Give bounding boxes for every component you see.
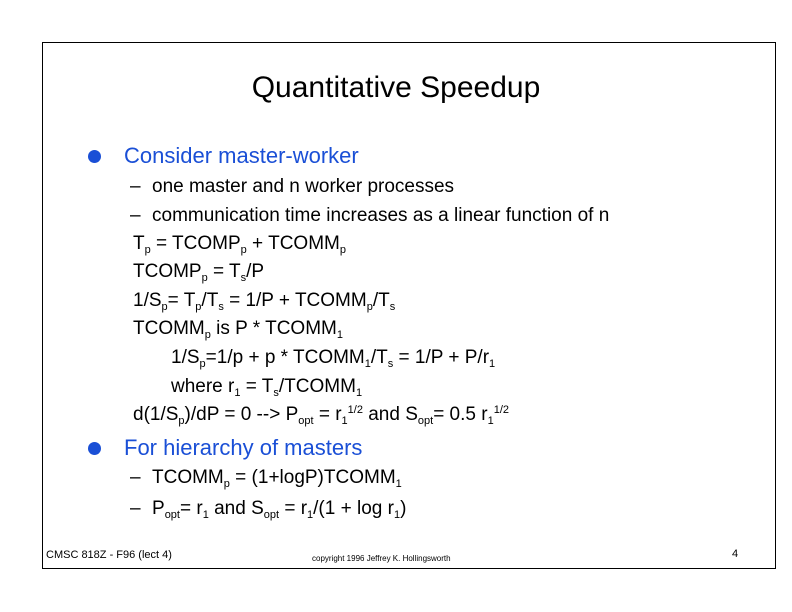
bullet-dot [88, 150, 101, 163]
equation-speedup: $1/S_p= T_p/T_s = 1/P$ + $TCOMM_p/T_s$ [133, 290, 396, 313]
page-number: 4 [732, 548, 739, 560]
hierarchy-dash-1: – $TCOMM_p$ = $(1+\log P)TCOMM_1$ [130, 467, 402, 490]
equation-indent-2: where $r_1$ = $T_s/TCOMM_1$ [171, 376, 363, 399]
hierarchy-dash-2: – $P_{opt}= r_1$ and $S_{opt} = r_1/(1 + \log r_1)$ [130, 498, 407, 521]
bullet-dot [88, 442, 101, 455]
bullet-1: Consider master-worker [124, 143, 359, 168]
footer-course: CMSC 818Z - F96 (lect 4) [46, 549, 172, 561]
equation-tcomp: $TCOMP_p = T_s/P$ [133, 261, 265, 284]
slide-title: Quantitative Speedup [251, 71, 541, 104]
equation-indent-1: $1/S_p=1/p + p$ * $TCOMM_1/T_s = 1/P + P/r_1$ [171, 347, 496, 370]
footer-copyright: copyright 1996 Jeffrey K. Hollingsworth [312, 554, 451, 563]
bullet-2: For hierarchy of masters [124, 435, 363, 460]
equation-derivative: $d(1/S_p)/dP = 0$ --> $P_{opt} = r_1^{1/2}$ and $S_{opt}= 0.5$ $r_1^{1/2}$ [133, 404, 510, 427]
equation-tcomm: $TCOMM_p$ is P * $TCOMM_1$ [133, 318, 343, 341]
dash-2: – communication time increases as a linear function of n [130, 205, 610, 226]
equation-tp: $T_p$ = $TCOMP_p$ + $TCOMM_p$ [133, 233, 346, 256]
dash-1: – one master and n worker processes [130, 176, 455, 197]
